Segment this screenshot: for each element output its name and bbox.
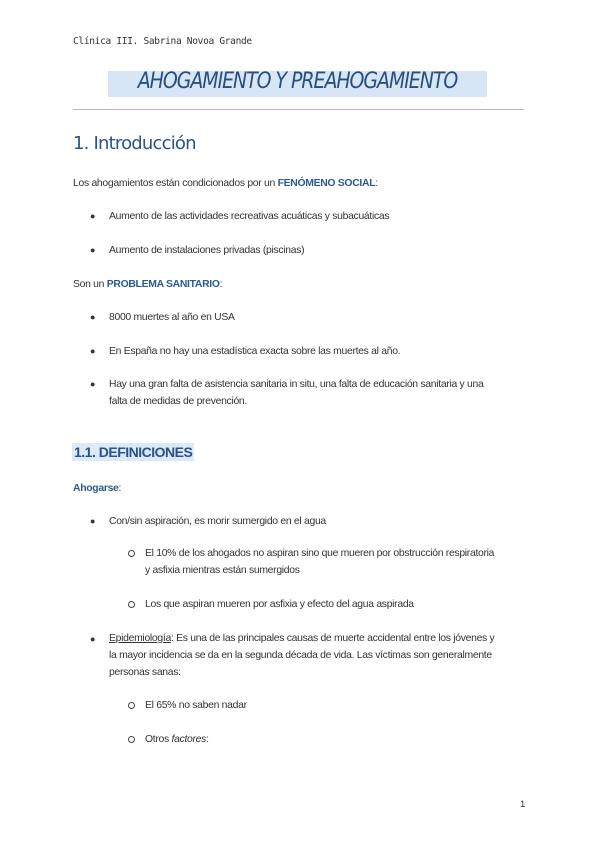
bullet-icon: ● <box>90 346 96 356</box>
text: : <box>375 178 378 189</box>
text: Los ahogamientos están condicionados por un <box>73 178 278 189</box>
bullet-icon: ● <box>90 312 96 322</box>
text: : Es una de las principales causas de muerte accidental entre los jóvenes y <box>170 633 495 644</box>
hollow-bullet-icon <box>128 702 135 709</box>
hollow-bullet-icon <box>128 736 135 743</box>
text: Son un <box>73 279 107 290</box>
sub-list-item: El 10% de los ahogados no aspiran sino que mueren por obstrucción respiratoria <box>145 548 495 559</box>
section-heading-definiciones: 1.1. DEFINICIONES <box>74 444 193 460</box>
bullet-icon: ● <box>90 379 96 389</box>
running-header: Clínica III. Sabrina Novoa Grande <box>73 36 252 47</box>
sub-list-item: El 65% no saben nadar <box>145 700 247 711</box>
term-ahogarse <box>73 480 121 497</box>
text: Otros <box>145 734 172 745</box>
list-item: 8000 muertes al año en USA <box>109 312 235 323</box>
list-item: Aumento de instalaciones privadas (piscinas) <box>109 245 305 256</box>
document-title: AHOGAMIENTO Y PREAHOGAMIENTO <box>137 69 458 94</box>
list-item: Hay una gran falta de asistencia sanitaria in situ, una falta de educación sanitaria y una <box>109 379 484 390</box>
paragraph-problema-sanitario <box>73 276 222 293</box>
bullet-icon: ● <box>90 245 96 255</box>
text: : <box>219 279 223 290</box>
paragraph-fenomeno-social <box>73 175 378 192</box>
hollow-bullet-icon <box>128 550 135 557</box>
epidemiologia-label: Epidemiología <box>109 633 171 644</box>
bullet-icon: ● <box>90 634 96 644</box>
bullet-icon: ● <box>90 516 96 526</box>
text: : <box>118 483 122 494</box>
list-item-continuation: falta de medidas de prevención. <box>109 396 247 407</box>
list-item-continuation: la mayor incidencia se da en la segunda década de vida. Las víctimas son generalmente <box>109 650 492 661</box>
list-item: En España no hay una estadística exacta sobre las muertes al año. <box>109 346 401 357</box>
section-heading-introduccion: 1. Introducción <box>73 133 196 154</box>
sub-list-item <box>145 731 209 748</box>
list-item-continuation: personas sanas: <box>109 667 181 678</box>
page-number: 1 <box>520 799 526 810</box>
italic-text: factores <box>171 734 207 745</box>
highlight-fenomeno-social: FENÓMENO SOCIAL <box>277 178 376 189</box>
term-label: Ahogarse <box>73 483 119 494</box>
title-divider <box>73 109 524 110</box>
list-item-epidemiologia <box>109 630 494 647</box>
bullet-icon: ● <box>90 211 96 221</box>
text: : <box>206 734 209 745</box>
list-item: Con/sin aspiración, es morir sumergido en el agua <box>109 516 326 527</box>
highlight-problema-sanitario: PROBLEMA SANITARIO <box>106 279 220 290</box>
sub-list-item-continuation: y asfixia mientras están sumergidos <box>145 565 300 576</box>
sub-list-item: Los que aspiran mueren por asfixia y efecto del agua aspirada <box>145 599 414 610</box>
hollow-bullet-icon <box>128 601 135 608</box>
list-item: Aumento de las actividades recreativas acuáticas y subacuáticas <box>109 211 390 222</box>
